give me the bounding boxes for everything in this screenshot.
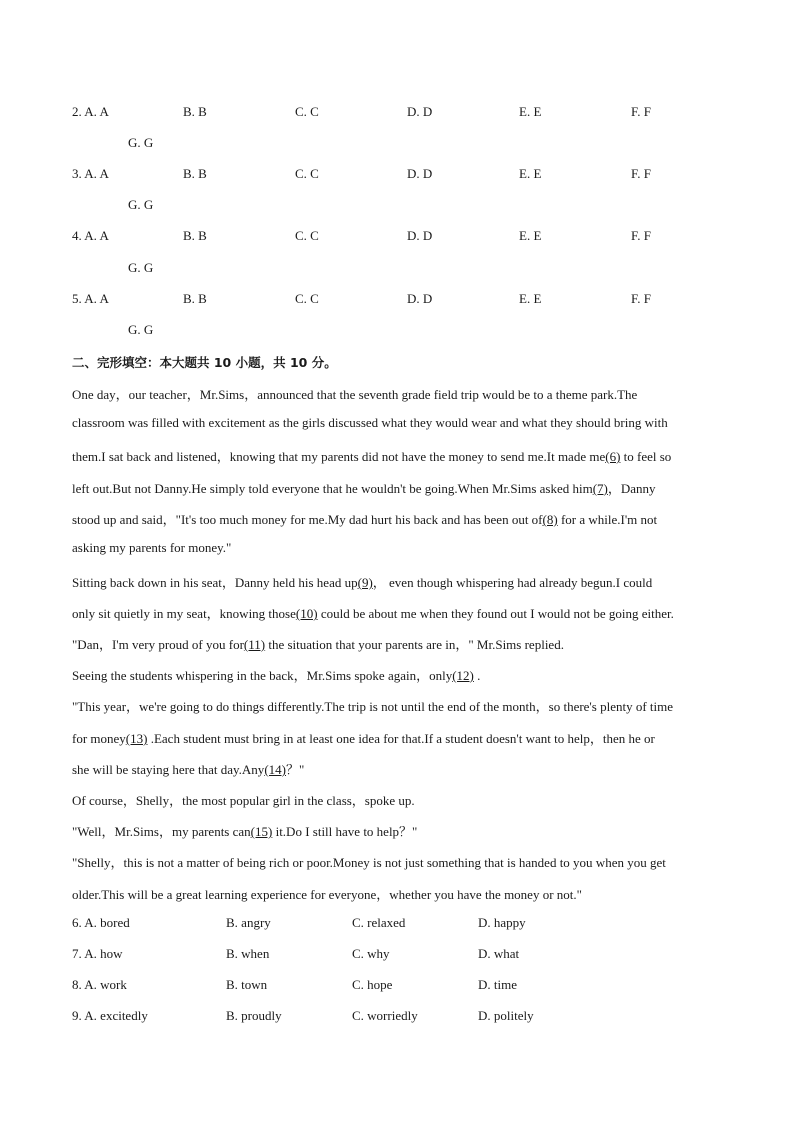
passage-line: "Dan，I'm very proud of you for(11) the situation that your parents are in，" Mr.Sims replied. bbox=[72, 637, 564, 652]
blank-11: (11) bbox=[243, 637, 266, 652]
option-e: E. E bbox=[519, 166, 542, 181]
question-row-9 bbox=[72, 1008, 672, 1028]
blank-10: (10) bbox=[295, 606, 318, 621]
option-b: B. angry bbox=[226, 915, 271, 930]
passage-line: older.This will be a great learning experience for everyone，whether you have the money or not." bbox=[72, 887, 582, 902]
option-g: G. G bbox=[128, 260, 154, 275]
passage-line: only sit quietly in my seat，knowing those(10) could be about me when they found out I would not be going either. bbox=[72, 606, 674, 621]
option-b: B. B bbox=[183, 166, 207, 181]
option-f: F. F bbox=[631, 166, 651, 181]
passage-line: classroom was filled with excitement as the girls discussed what they would wear and what they should bring with bbox=[72, 415, 668, 430]
question-number-4: 4. A. A bbox=[72, 228, 109, 243]
option-a: 7. A. how bbox=[72, 946, 123, 961]
option-b: B. B bbox=[183, 291, 207, 306]
option-e: E. E bbox=[519, 291, 542, 306]
option-row-3 bbox=[72, 166, 772, 186]
blank-9: (9) bbox=[357, 575, 373, 590]
option-a: 8. A. work bbox=[72, 977, 127, 992]
option-g: G. G bbox=[128, 197, 154, 212]
option-f: F. F bbox=[631, 291, 651, 306]
passage-line: "This year，we're going to do things differently.The trip is not until the end of the month，so there's plenty of time bbox=[72, 699, 674, 714]
option-d: D. D bbox=[407, 228, 433, 243]
blank-7: (7) bbox=[592, 481, 608, 496]
option-g: G. G bbox=[128, 322, 154, 337]
option-c: C. worriedly bbox=[352, 1008, 418, 1023]
option-d: D. D bbox=[407, 291, 433, 306]
option-row-5 bbox=[72, 291, 772, 311]
option-b: B. proudly bbox=[226, 1008, 282, 1023]
option-c: C. why bbox=[352, 946, 390, 961]
passage-line: them.I sat back and listened，knowing that my parents did not have the money to send me.It made me(6) to feel so bbox=[72, 449, 672, 464]
option-row-4 bbox=[72, 228, 772, 248]
passage-line: One day，our teacher，Mr.Sims，announced that the seventh grade field trip would be to a theme park.The bbox=[72, 387, 638, 402]
blank-6: (6) bbox=[605, 449, 621, 464]
question-number-2: 2. A. A bbox=[72, 104, 109, 119]
passage-line: asking my parents for money." bbox=[72, 540, 232, 555]
option-e: E. E bbox=[519, 104, 542, 119]
option-b: B. when bbox=[226, 946, 270, 961]
passage-line: Of course，Shelly，the most popular girl in the class，spoke up. bbox=[72, 793, 415, 808]
option-g: G. G bbox=[128, 135, 154, 150]
option-d: D. D bbox=[407, 104, 433, 119]
option-c: C. C bbox=[295, 291, 319, 306]
passage-line: stood up and said，"It's too much money for me.My dad hurt his back and has been out of(8) for a while.I'm not bbox=[72, 512, 658, 527]
option-b: B. town bbox=[226, 977, 268, 992]
option-d: D. D bbox=[407, 166, 433, 181]
option-d: D. happy bbox=[478, 915, 526, 930]
blank-13: (13) bbox=[125, 731, 148, 746]
option-c: C. relaxed bbox=[352, 915, 406, 930]
option-a: 6. A. bored bbox=[72, 915, 130, 930]
question-number-5: 5. A. A bbox=[72, 291, 109, 306]
option-c: C. C bbox=[295, 228, 319, 243]
option-d: D. what bbox=[478, 946, 520, 961]
passage-line: "Well，Mr.Sims，my parents can(15) it.Do I still have to help？" bbox=[72, 824, 418, 839]
option-f: F. F bbox=[631, 104, 651, 119]
option-a: 9. A. excitedly bbox=[72, 1008, 148, 1023]
option-d: D. time bbox=[478, 977, 517, 992]
passage-line: for money(13) .Each student must bring in at least one idea for that.If a student doesn't want to help，then he or bbox=[72, 731, 655, 746]
passage-line: Sitting back down in his seat，Danny held his head up(9)， even though whispering had already begun.I could bbox=[72, 575, 653, 590]
question-number-3: 3. A. A bbox=[72, 166, 109, 181]
option-c: C. hope bbox=[352, 977, 393, 992]
option-c: C. C bbox=[295, 104, 319, 119]
question-row-8 bbox=[72, 977, 672, 997]
option-c: C. C bbox=[295, 166, 319, 181]
option-b: B. B bbox=[183, 104, 207, 119]
option-e: E. E bbox=[519, 228, 542, 243]
option-b: B. B bbox=[183, 228, 207, 243]
blank-12: (12) bbox=[452, 668, 474, 683]
question-row-6 bbox=[72, 915, 672, 935]
option-f: F. F bbox=[631, 228, 651, 243]
blank-15: (15) bbox=[250, 824, 273, 839]
blank-14: (14) bbox=[264, 762, 286, 777]
passage-line: Seeing the students whispering in the back，Mr.Sims spoke again，only(12) . bbox=[72, 668, 481, 683]
blank-8: (8) bbox=[542, 512, 558, 527]
section-title: 二、完形填空：本大题共 10 小题，共 10 分。 bbox=[72, 355, 337, 370]
option-d: D. politely bbox=[478, 1008, 534, 1023]
passage-line: "Shelly，this is not a matter of being rich or poor.Money is not just something that is handed to you when you get bbox=[72, 855, 666, 870]
passage-line: she will be staying here that day.Any(14)？" bbox=[72, 762, 305, 777]
option-row-2 bbox=[72, 104, 772, 124]
passage-line: left out.But not Danny.He simply told everyone that he wouldn't be going.When Mr.Sims asked him(7)，Danny bbox=[72, 481, 656, 496]
question-row-7 bbox=[72, 946, 672, 966]
